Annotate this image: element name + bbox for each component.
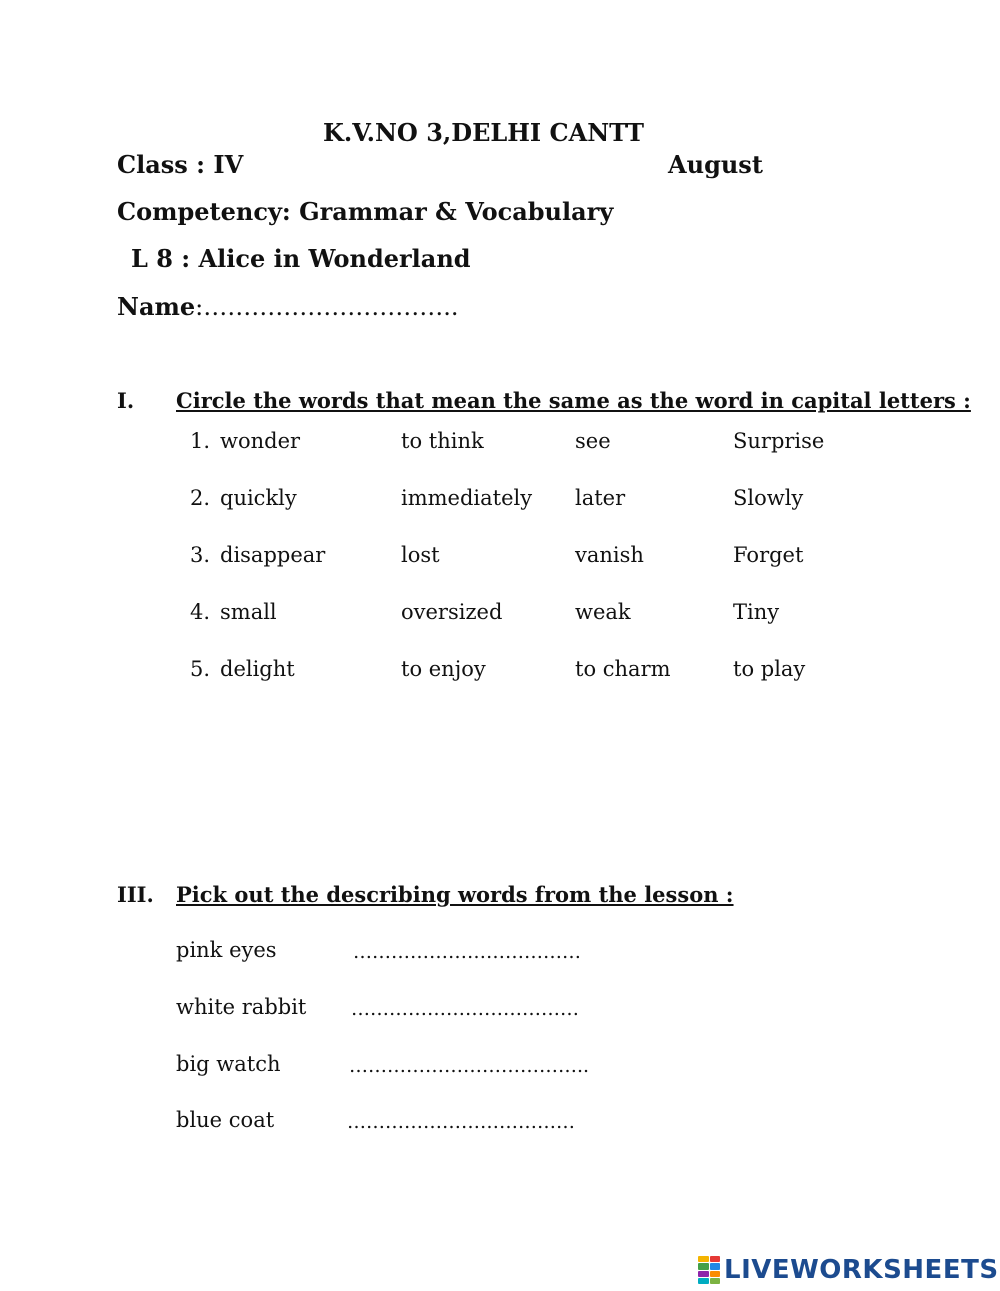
- option-b[interactable]: to charm: [575, 657, 671, 681]
- section-1-question: Circle the words that mean the same as the word in capital letters :: [176, 388, 971, 413]
- row-number: 2.: [190, 486, 211, 510]
- phrase: big watch: [176, 1052, 281, 1076]
- competency-label: Competency: Grammar & Vocabulary: [117, 197, 614, 226]
- option-a[interactable]: immediately: [401, 486, 533, 510]
- keyword: small: [220, 600, 277, 624]
- option-c[interactable]: Surprise: [733, 429, 825, 453]
- option-a[interactable]: lost: [401, 543, 440, 567]
- liveworksheets-logo[interactable]: [698, 1254, 999, 1286]
- keyword: quickly: [220, 486, 297, 510]
- option-b[interactable]: see: [575, 429, 611, 453]
- name-blank: :…………………………..: [195, 293, 459, 321]
- answer-blank[interactable]: ………………………………: [347, 1111, 575, 1133]
- phrase: pink eyes: [176, 938, 277, 962]
- liveworksheets-mark-icon: [698, 1256, 720, 1284]
- option-c[interactable]: Slowly: [733, 486, 804, 510]
- option-c[interactable]: Forget: [733, 543, 804, 567]
- keyword: delight: [220, 657, 295, 681]
- option-b[interactable]: vanish: [575, 543, 644, 567]
- option-c[interactable]: Tiny: [733, 600, 780, 624]
- answer-blank[interactable]: ………………………………: [353, 941, 581, 963]
- name-label: Name: [117, 292, 196, 321]
- option-b[interactable]: later: [575, 486, 626, 510]
- row-number: 5.: [190, 657, 211, 681]
- section-3-numeral: III.: [117, 882, 154, 907]
- name-field[interactable]: [117, 292, 459, 321]
- phrase: blue coat: [176, 1108, 275, 1132]
- class-label: Class : IV: [117, 150, 244, 179]
- option-a[interactable]: to enjoy: [401, 657, 486, 681]
- school-title: K.V.NO 3,DELHI CANTT: [323, 118, 645, 147]
- row-number: 4.: [190, 600, 211, 624]
- option-a[interactable]: oversized: [401, 600, 503, 624]
- option-b[interactable]: weak: [575, 600, 631, 624]
- row-number: 1.: [190, 429, 211, 453]
- option-c[interactable]: to play: [733, 657, 806, 681]
- liveworksheets-wordmark: LIVEWORKSHEETS: [724, 1255, 999, 1285]
- phrase: white rabbit: [176, 995, 307, 1019]
- keyword: disappear: [220, 543, 326, 567]
- section-3-question: Pick out the describing words from the lesson :: [176, 882, 734, 907]
- answer-blank[interactable]: ………………………………: [351, 998, 579, 1020]
- month-label: August: [668, 150, 763, 179]
- answer-blank[interactable]: ………………………………..: [349, 1055, 590, 1077]
- option-a[interactable]: to think: [401, 429, 484, 453]
- lesson-title: L 8 : Alice in Wonderland: [131, 244, 471, 273]
- keyword: wonder: [220, 429, 301, 453]
- section-1-numeral: I.: [117, 388, 135, 413]
- row-number: 3.: [190, 543, 211, 567]
